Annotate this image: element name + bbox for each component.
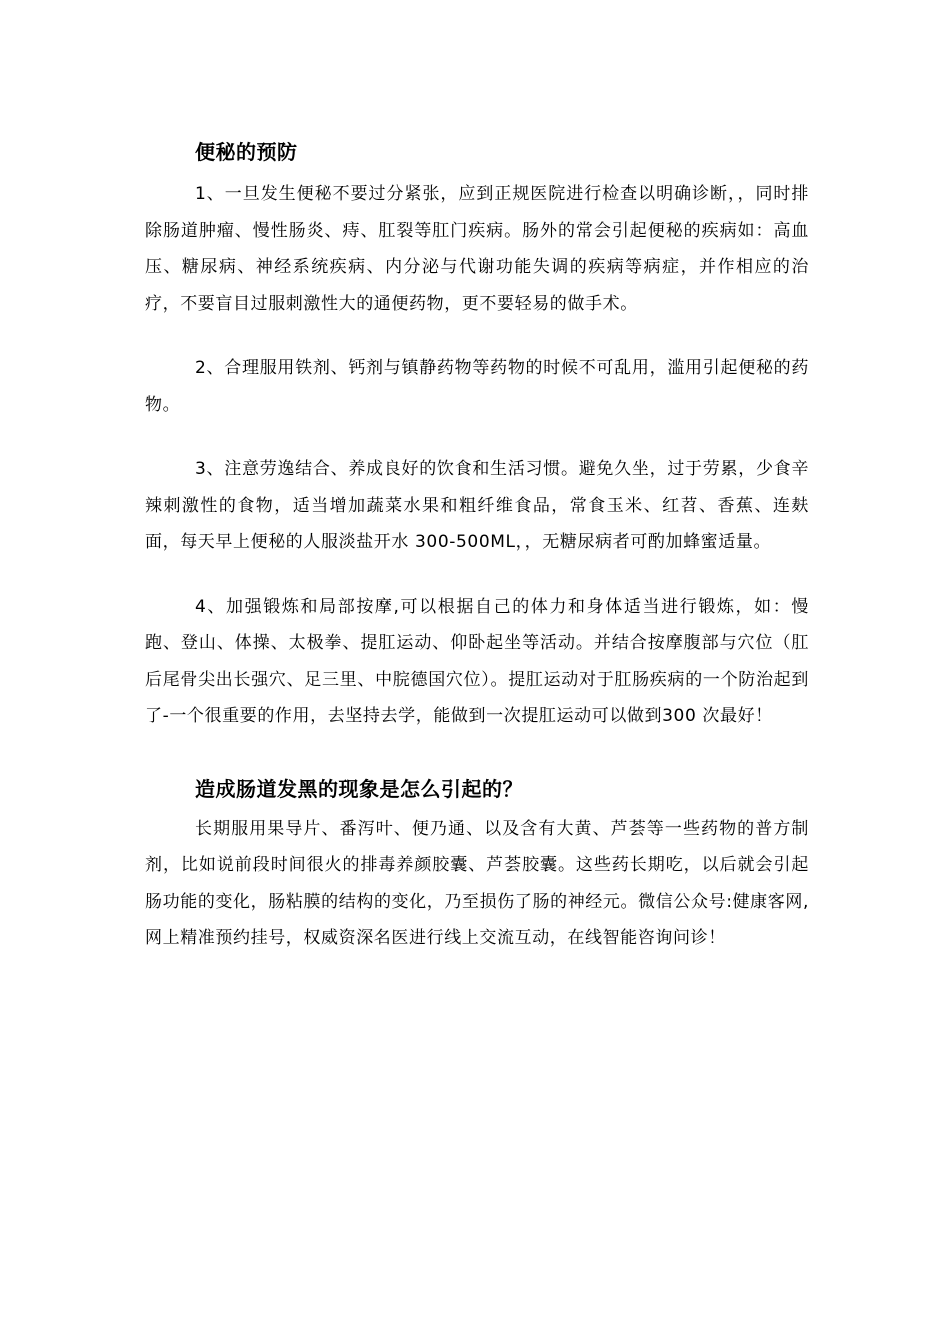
- section-heading-black-intestine: 造成肠道发黑的现象是怎么引起的？: [195, 776, 523, 801]
- paragraph-black-intestine: 长期服用果导片、番泻叶、便乃通、以及含有大黄、芦荟等一些药物的普方制剂，比如说前段时间很火的排毒养颜胶囊、芦荟胶囊。这些药长期吃，以后就会引起肠功能的变化，肠粘膜的结构的变化，乃至损伤了肠的神经元。微信公众号:健康客网,网上精准预约挂号，权威资深名医进行线上交流互动，在线智能咨询问诊！: [145, 818, 809, 948]
- document-content: [145, 134, 809, 957]
- paragraph-prevention-4: 4、加强锻炼和局部按摩,可以根据自己的体力和身体适当进行锻炼，如：慢跑、登山、体操、太极拳、提肛运动、仰卧起坐等活动。并结合按摩腹部与穴位（肛后尾骨尖出长强穴、足三里、中脘德国穴位）。提肛运动对于肛肠疾病的一个防治起到了-一个很重要的作用，去坚持去学，能做到一次提肛运动可以做到300 次最好！: [145, 596, 809, 726]
- paragraph-prevention-1: 1、一旦发生便秘不要过分紧张，应到正规医院进行检查以明确诊断，，同时排除肠道肿瘤、慢性肠炎、痔、肛裂等肛门疾病。肠外的常会引起便秘的疾病如：高血压、糖尿病、神经系统疾病、内分泌与代谢功能失调的疾病等病症，并作相应的治疗，不要盲目过服刺激性大的通便药物，更不要轻易的做手术。: [145, 184, 809, 314]
- paragraph-prevention-3: 3、注意劳逸结合、养成良好的饮食和生活习惯。避免久坐，过于劳累，少食辛辣刺激性的食物，适当增加蔬菜水果和粗纤维食品，常食玉米、红苕、香蕉、连麸面，每天早上便秘的人服淡盐开水 300-500ML，，无糖尿病者可酌加蜂蜜适量。: [145, 459, 809, 552]
- paragraph-prevention-2: 2、合理服用铁剂、钙剂与镇静药物等药物的时候不可乱用，滥用引起便秘的药物。: [145, 358, 809, 415]
- section-heading-constipation-prevention: 便秘的预防: [195, 140, 298, 164]
